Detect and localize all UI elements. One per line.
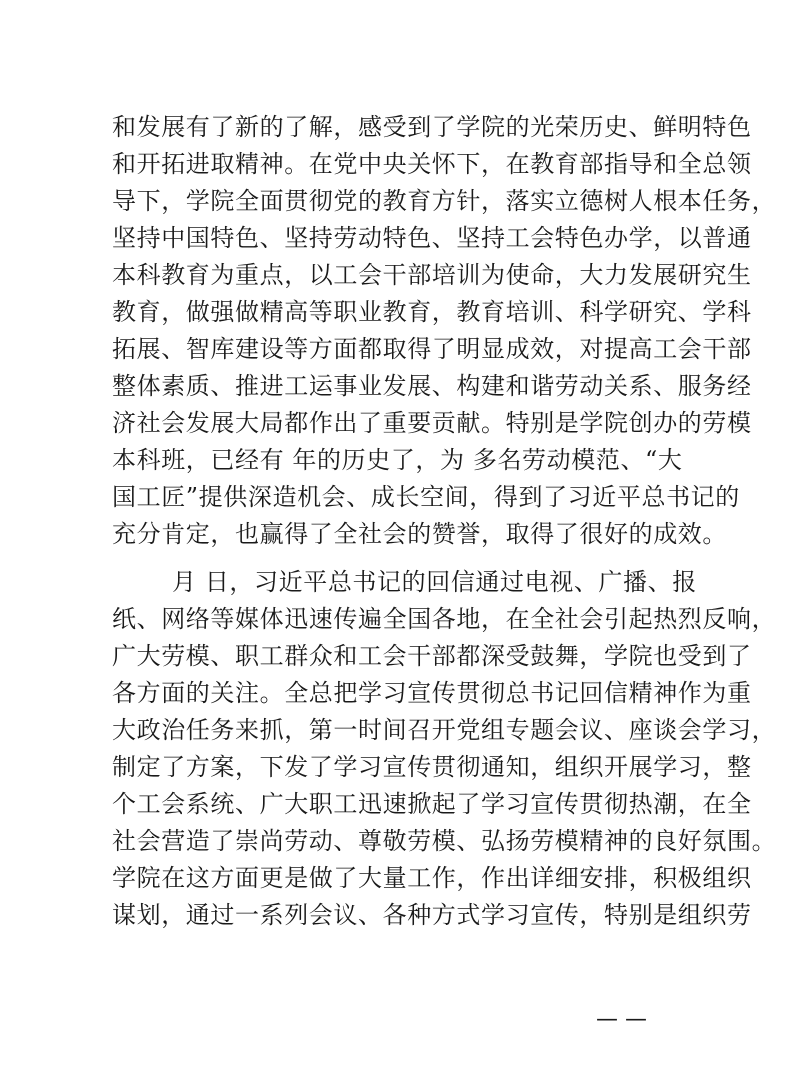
text-line: 和开拓进取精神。在党中央关怀下，在教育部指导和全总领	[112, 150, 752, 178]
text-line: 大政治任务来抓，第一时间召开党组专题会议、座谈会学习，	[112, 716, 777, 744]
text-line: 国工匠”提供深造机会、成长空间，得到了习近平总书记的	[112, 483, 740, 511]
text-line: 坚持中国特色、坚持劳动特色、坚持工会特色办学，以普通	[112, 224, 752, 252]
text-line: 谋划，通过一系列会议、各种方式学习宣传，特别是组织劳	[112, 901, 752, 929]
text-line: 本科教育为重点，以工会干部培训为使命，大力发展研究生	[112, 261, 752, 289]
text-line: 广大劳模、职工群众和工会干部都深受鼓舞，学院也受到了	[112, 642, 752, 670]
text-line: 制定了方案，下发了学习宣传贯彻通知，组织开展学习，整	[112, 753, 752, 781]
text-line: 纸、网络等媒体迅速传遍全国各地，在全社会引起热烈反响，	[112, 605, 777, 633]
paragraph-start-line: 月 日，习近平总书记的回信通过电视、广播、报	[172, 568, 697, 596]
text-line: 导下，学院全面贯彻党的教育方针，落实立德树人根本任务，	[112, 187, 777, 215]
text-line: 和发展有了新的了解，感受到了学院的光荣历史、鲜明特色	[112, 113, 752, 141]
text-line: 济社会发展大局都作出了重要贡献。特别是学院创办的劳模	[112, 409, 752, 437]
text-line: 社会营造了崇尚劳动、尊敬劳模、弘扬劳模精神的良好氛围。	[112, 827, 777, 855]
page-number: — —	[596, 1007, 647, 1032]
text-line: 各方面的关注。全总把学习宣传贯彻总书记回信精神作为重	[112, 679, 752, 707]
text-line: 学院在这方面更是做了大量工作，作出详细安排，积极组织	[112, 864, 752, 892]
text-line: 充分肯定，也赢得了全社会的赞誉，取得了很好的成效。	[112, 520, 727, 548]
text-line: 整体素质、推进工运事业发展、构建和谐劳动关系、服务经	[112, 372, 752, 400]
text-line: 本科班，已经有 年的历史了，为 多名劳动模范、“大	[112, 446, 683, 474]
text-line: 教育，做强做精高等职业教育，教育培训、科学研究、学科	[112, 298, 752, 326]
text-line: 拓展、智库建设等方面都取得了明显成效，对提高工会干部	[112, 335, 752, 363]
text-line: 个工会系统、广大职工迅速掀起了学习宣传贯彻热潮，在全	[112, 790, 752, 818]
